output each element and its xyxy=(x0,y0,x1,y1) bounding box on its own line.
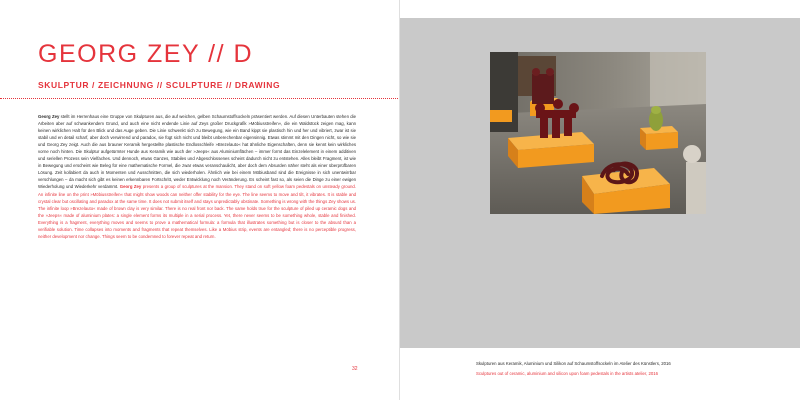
artist-name-en: Georg Zey xyxy=(119,184,142,190)
artist-name-de: Georg Zey xyxy=(38,114,60,119)
right-page xyxy=(400,0,800,400)
photo-mat xyxy=(400,18,800,348)
body-en-paragraph: presents a group of sculptures at the mansion. They stand on soft yellow foam pedestals on unsteady ground. An infinite line on the print »Möbiusstreifen« that might show woods can neither offer stability for the eye. The line seems to move and tilt, it vibrates. It is stable and crystal clear but oscillating and paradox at the same time. It does not submit itself and stays unpredictably obstinate. Something is wrong with the things Zey shows us. The infinite loop »Brezelauto« made of brown clay is very similar. There is no real front nor back. The same holds true for the sculpture of piled up ceramic dogs and the »Jeeps« made of aluminium plates: a single element forms its multiple in a serial process. Yet, there never seems to be something whole, stable and finished. Everything is a fragment, everything moves and seems to prove a mathematical formula: a formula that illustrates something but is closer to the absurd than a verifiable solution. Time collapses into moments and fragments that repeat themselves. Like a Möbius strip, events are entangled; there is no perceptible progress, neither development nor change. Things seem to be condemned to forever repeat and return. xyxy=(38,184,356,239)
photo-caption-german: Skulpturen aus Keramik, Aluminium und Silikon auf Schaumstoffsockeln im Atelier des Künstlers, 2016 xyxy=(476,361,671,366)
body-text xyxy=(38,113,356,240)
page-number: 32 xyxy=(352,366,358,372)
page-title: GEORG ZEY // D xyxy=(38,40,254,68)
body-text-english xyxy=(38,184,356,238)
dotted-divider xyxy=(0,98,400,99)
photo-caption-english: Sculptures out of ceramic, aluminium and silicon upon foam pedestals in the artists atelier, 2016 xyxy=(476,371,658,376)
body-text-german xyxy=(38,114,356,189)
sculpture-photo-illustration xyxy=(490,52,706,214)
body-de-paragraph: stellt im Herrenhaus eine Gruppe von Skulpturen aus, die auf weichen, gelben Schaumstoffsockeln präsentiert werden. Auf diesen Unterbauten stehen die Arbeiten aber auf schwankendem Grund, und auch eine nicht endende Linie auf Zeys großer Druckgrafik »Möbiusstreifen«, die ein Waldstück zeigen mag, kann keinen wirklichen Halt für den Blick und das Auge geben. Die Linie schwenkt sich zu Bewegung, wie ein Band kippt sie plastisch hin und her und vibriert, zwar ist sie stabil und en detail scharf, aber doch verwirrend und paradox, sie fügt sich nicht und bleibt unberechenbar eigensinnig. Etwas stimmt mit den Dingen nicht, so wie sie und Georg Zey zeigt. Auch die aus brauner Keramik hergestellte plastische Endlosschleife »Brezelauto« hat ähnliche Eigenschaften, denn sie kennt kein wirkliches vorne noch hinten. Die Skulptur aufgetürmter Hunde aus Keramik wie auch der »Jeeps« aus Aluminiumflächen – immer formt das Einzelelement in einem additiven und seriellen Prozess sein Vielfaches. Und dennoch, etwas Ganzes, Stabiles und Abgeschlossenes scheint dadurch nicht zu entstehen. Alles bleibt Fragment, ist wie in Bewegung und erscheint wie Beleg für eine mathematische Formel, die zwar etwas veranschaulicht, aber doch dem Absurden näher steht als einer überprüfbaren Lösung. Zeit kollabiert da auch in Momenten und Ausschnitten, die sich wiederholen. Ähnlich wie bei einem Möbiusband sind die Ereignisse in sich unentwirrbar verschlungen – da macht sich gibt es keinen erkennbaren Fortschritt, weder Entwicklung noch Veränderung. Es scheint fast so, als seien die Dinge zu einer ewigen Wiederholung und Wiederkehr verdammt. xyxy=(38,114,356,190)
page-subtitle: SKULPTUR / ZEICHNUNG // SCULPTURE // DRAWING xyxy=(38,80,281,90)
sculpture-photo xyxy=(490,52,706,214)
